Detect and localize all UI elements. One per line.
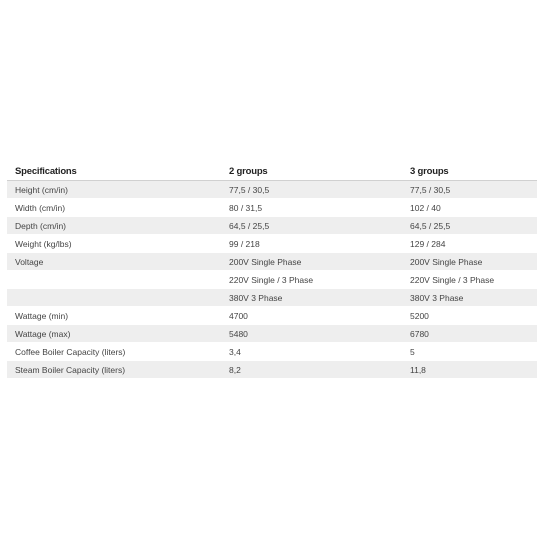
row-value-2-groups: 220V Single / 3 Phase [221, 271, 402, 289]
row-value-3-groups: 380V 3 Phase [402, 289, 537, 307]
row-value-3-groups: 129 / 284 [402, 235, 537, 253]
table-header-row [7, 162, 537, 181]
table-row [7, 235, 537, 253]
table-row [7, 361, 537, 379]
row-label [7, 289, 221, 307]
row-label: Wattage (min) [7, 307, 221, 325]
table-row [7, 217, 537, 235]
row-value-3-groups: 5200 [402, 307, 537, 325]
row-value-2-groups: 64,5 / 25,5 [221, 217, 402, 235]
row-value-2-groups: 4700 [221, 307, 402, 325]
row-label: Wattage (max) [7, 325, 221, 343]
table-row [7, 253, 537, 271]
table-row [7, 343, 537, 361]
row-value-3-groups: 220V Single / 3 Phase [402, 271, 537, 289]
row-value-2-groups: 99 / 218 [221, 235, 402, 253]
table-row [7, 307, 537, 325]
row-label: Height (cm/in) [7, 181, 221, 199]
header-3-groups: 3 groups [402, 162, 537, 181]
row-value-3-groups: 102 / 40 [402, 199, 537, 217]
row-value-3-groups: 5 [402, 343, 537, 361]
row-value-2-groups: 200V Single Phase [221, 253, 402, 271]
row-label: Depth (cm/in) [7, 217, 221, 235]
row-value-3-groups: 200V Single Phase [402, 253, 537, 271]
row-label: Steam Boiler Capacity (liters) [7, 361, 221, 379]
header-specifications: Specifications [7, 162, 221, 181]
row-value-3-groups: 77,5 / 30,5 [402, 181, 537, 199]
table-row [7, 181, 537, 199]
table-row [7, 271, 537, 289]
row-value-2-groups: 8,2 [221, 361, 402, 379]
row-value-2-groups: 77,5 / 30,5 [221, 181, 402, 199]
row-label: Voltage [7, 253, 221, 271]
row-value-3-groups: 64,5 / 25,5 [402, 217, 537, 235]
row-value-2-groups: 5480 [221, 325, 402, 343]
row-value-2-groups: 380V 3 Phase [221, 289, 402, 307]
table-row [7, 199, 537, 217]
table-row [7, 325, 537, 343]
row-value-3-groups: 11,8 [402, 361, 537, 379]
row-label [7, 271, 221, 289]
row-label: Weight (kg/lbs) [7, 235, 221, 253]
specifications-table [7, 162, 537, 379]
row-label: Width (cm/in) [7, 199, 221, 217]
header-2-groups: 2 groups [221, 162, 402, 181]
row-value-3-groups: 6780 [402, 325, 537, 343]
row-value-2-groups: 80 / 31,5 [221, 199, 402, 217]
row-value-2-groups: 3,4 [221, 343, 402, 361]
table-row [7, 289, 537, 307]
row-label: Coffee Boiler Capacity (liters) [7, 343, 221, 361]
